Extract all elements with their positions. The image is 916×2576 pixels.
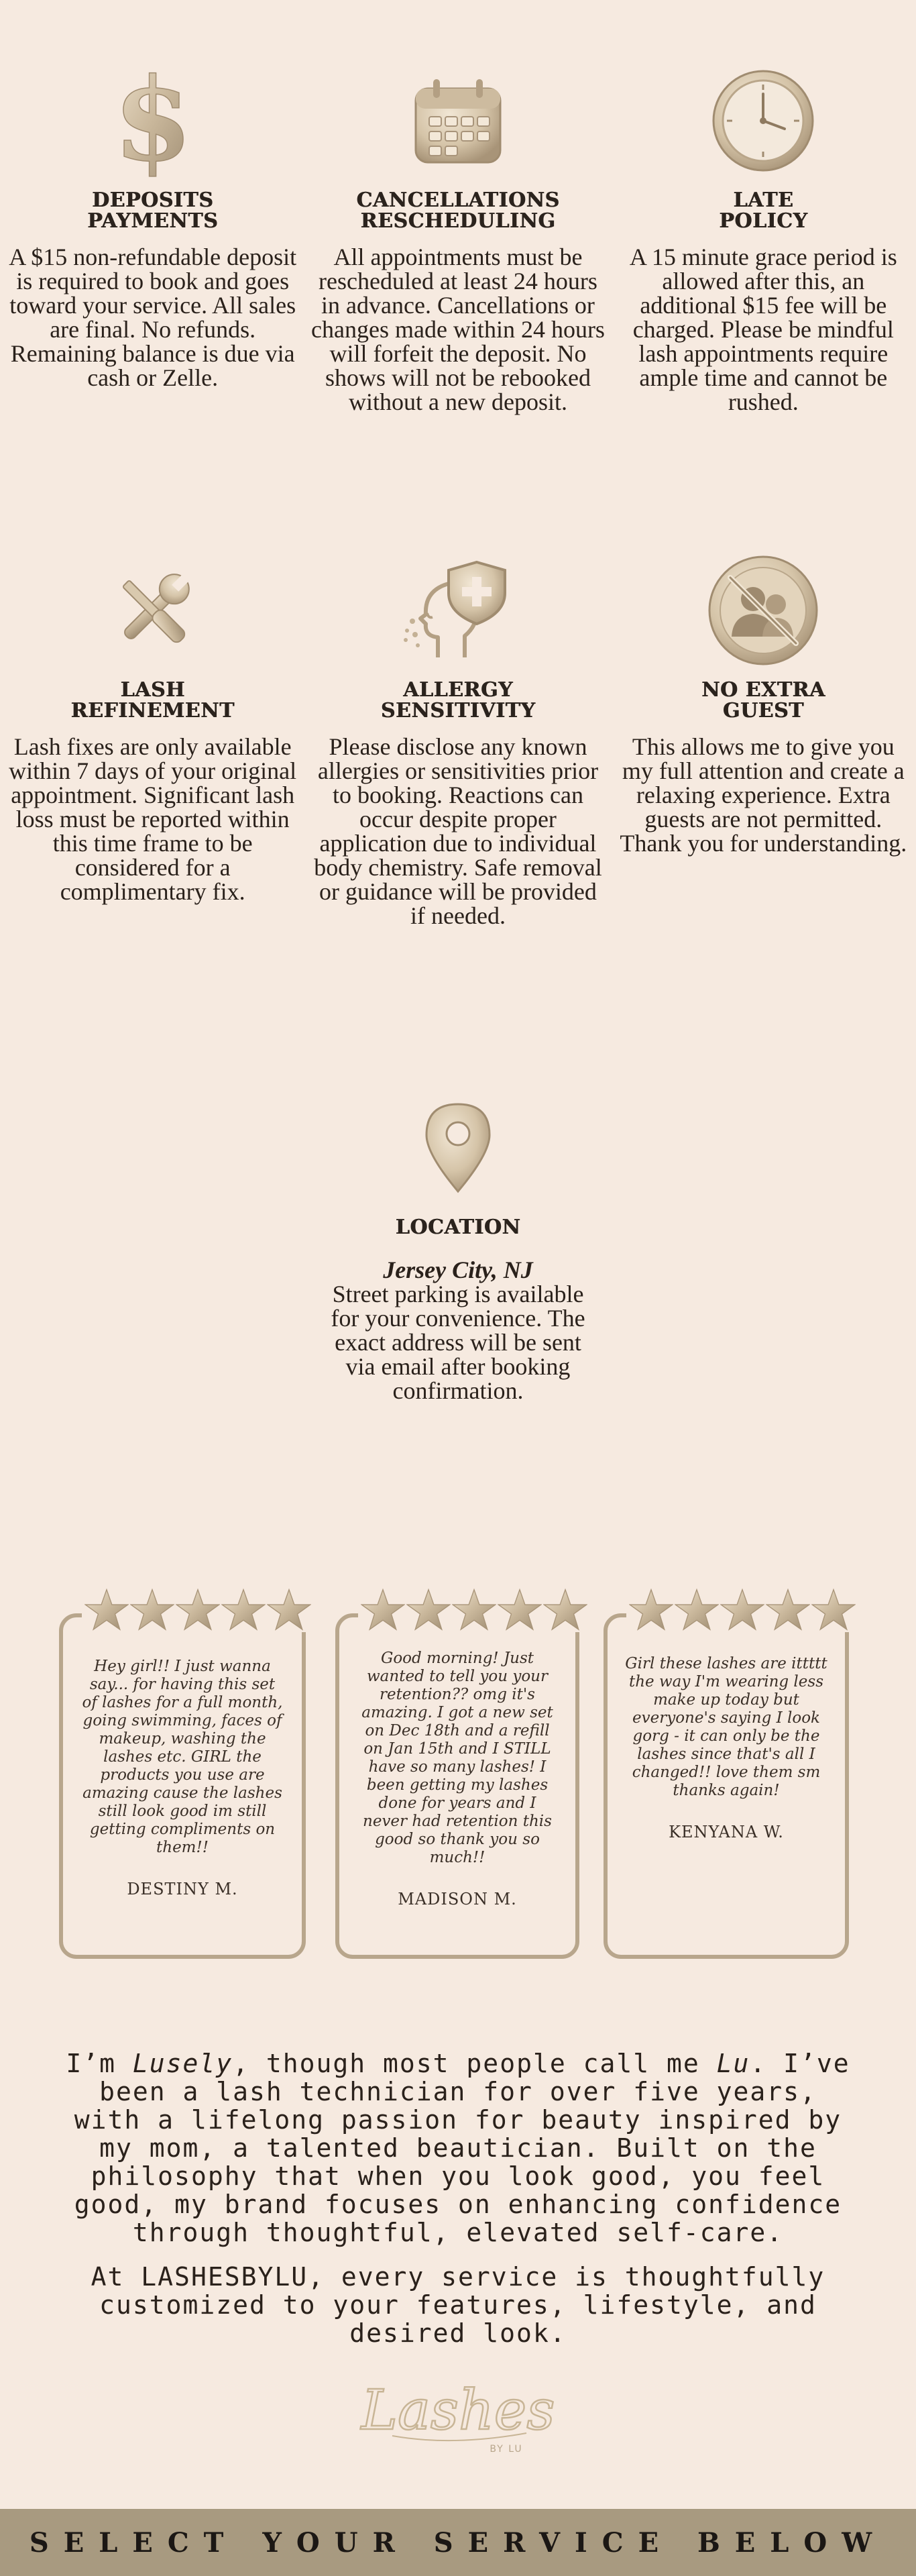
brand-logo	[361, 2371, 555, 2459]
policy-text: This allows me to give you my full attention and create a relaxing experience. Extra guests are not permitted. Thank you for understanding.	[620, 733, 907, 857]
policy-cancellations	[310, 64, 606, 414]
policy-text: Lash fixes are only available within 7 days of your original appointment. Significant lash loss must be reported within this time frame to be considered for a complimentary fix.	[9, 733, 297, 905]
star-icon	[452, 1588, 496, 1632]
review-text: Girl these lashes are ittttt the way I'm wearing less make up today but everyone's saying I look gorg - it can only be the lashes since that's all I changed!! love them sm thanks again!	[625, 1655, 827, 1799]
star-icon	[720, 1588, 764, 1632]
about-section	[66, 2049, 850, 2347]
star-icon	[130, 1588, 174, 1632]
star-rating	[358, 1588, 590, 1632]
policy-text: All appointments must be rescheduled at least 24 hours in advance. Cancellations or changes made within 24 hours will forfeit the deposit. No shows will not be rebooked without a new deposit.	[311, 244, 605, 415]
star-icon	[176, 1588, 220, 1632]
about-text: . I’ve been a lash technician for over five years, with a lifelong passion for beauty inspired by my mom, a talented beautician. Built on the philosophy that when you look good, you feel good, my brand focuses on enhancing confidence through thoughtful, elevated self-care.	[74, 2049, 850, 2247]
star-rating	[82, 1588, 314, 1632]
policies-row-1	[0, 53, 916, 415]
dollar-sign-icon	[96, 53, 210, 187]
star-icon	[766, 1588, 810, 1632]
location-section	[290, 1100, 626, 1403]
policies-row-2	[0, 553, 916, 928]
policy-no-extra-guest	[616, 553, 911, 928]
about-text: , though most people call me	[233, 2049, 717, 2078]
policy-text: A $15 non-refundable deposit is required to book and goes toward your service. All sales are final. No refunds. Remaining balance is due via cash or Zelle.	[9, 244, 297, 391]
star-icon	[498, 1588, 542, 1632]
policy-title: LASH REFINEMENT	[70, 678, 235, 722]
policy-title: DEPOSITS PAYMENTS	[87, 189, 219, 233]
star-icon	[267, 1588, 311, 1632]
policy-title: LATE POLICY	[719, 189, 808, 233]
about-nickname: Lu	[716, 2049, 750, 2078]
logo-wordmark: Lashes	[361, 2379, 555, 2443]
policy-title: CANCELLATIONS RESCHEDULING	[356, 189, 560, 233]
star-rating	[626, 1588, 858, 1632]
about-text: I’m	[66, 2049, 133, 2078]
star-icon	[84, 1588, 129, 1632]
star-icon	[675, 1588, 719, 1632]
review-author: MADISON M.	[398, 1890, 517, 1909]
select-service-banner[interactable]	[0, 2509, 916, 2576]
select-service-label[interactable]: SELECT YOUR SERVICE BELOW	[29, 2526, 887, 2559]
review-author: KENYANA W.	[669, 1823, 784, 1841]
star-icon	[543, 1588, 587, 1632]
star-icon	[221, 1588, 266, 1632]
about-paragraph-2: At LASHESBYLU, every service is thoughtfully customized to your features, lifestyle, and desired look.	[91, 2262, 825, 2348]
map-pin-icon	[401, 1100, 515, 1194]
location-text: Street parking is available for your convenience. The exact address will be sent via email after booking confirmation.	[331, 1281, 585, 1404]
location-title: LOCATION	[395, 1216, 521, 1239]
star-icon	[406, 1588, 451, 1632]
policy-title: ALLERGY SENSITIVITY	[380, 678, 536, 722]
location-city: Jersey City, NJ	[383, 1256, 533, 1283]
about-name: Lusely	[132, 2049, 233, 2078]
policy-late	[616, 64, 911, 414]
tools-icon	[96, 553, 210, 667]
policy-title: NO EXTRA GUEST	[701, 678, 825, 722]
clock-icon	[706, 64, 820, 178]
review-text: Good morning! Just wanted to tell you your retention?? omg it's amazing. I got a new set on Dec 18th and a refill on Jan 15th and I STILL have so many lashes! I been getting my lashes done for years and I never had retention this good so thank you so much!!	[361, 1650, 553, 1866]
review-card	[335, 1613, 579, 1959]
policy-text: Please disclose any known allergies or sensitivities prior to booking. Reactions can occur despite proper application due to individual body chemistry. Safe removal or guidance will be provided if needed.	[314, 733, 602, 929]
review-card	[59, 1613, 306, 1959]
no-guests-icon	[706, 553, 820, 667]
policy-deposits	[5, 53, 300, 414]
allergy-shield-icon	[401, 553, 515, 667]
about-paragraph-1	[66, 2049, 850, 2247]
svg-text:$: $	[113, 53, 192, 187]
star-icon	[629, 1588, 673, 1632]
logo-tagline: BY LU	[490, 2444, 523, 2455]
review-card	[604, 1613, 849, 1959]
calendar-icon	[401, 64, 515, 178]
policy-text: A 15 minute grace period is allowed after this, an additional $15 fee will be charged. Please be mindful lash appointments require ample time and cannot be rushed.	[629, 244, 897, 415]
policy-lash-refinement	[5, 553, 300, 928]
policy-allergy	[310, 553, 606, 928]
star-icon	[361, 1588, 405, 1632]
review-author: DESTINY M.	[127, 1880, 238, 1898]
review-text: Hey girl!! I just wanna say... for having this set of lashes for a full month, going swimming, faces of makeup, washing the lashes etc. GIRL the products you use are amazing cause the lashes still look good im still getting compliments on them!!	[82, 1658, 283, 1856]
star-icon	[811, 1588, 856, 1632]
